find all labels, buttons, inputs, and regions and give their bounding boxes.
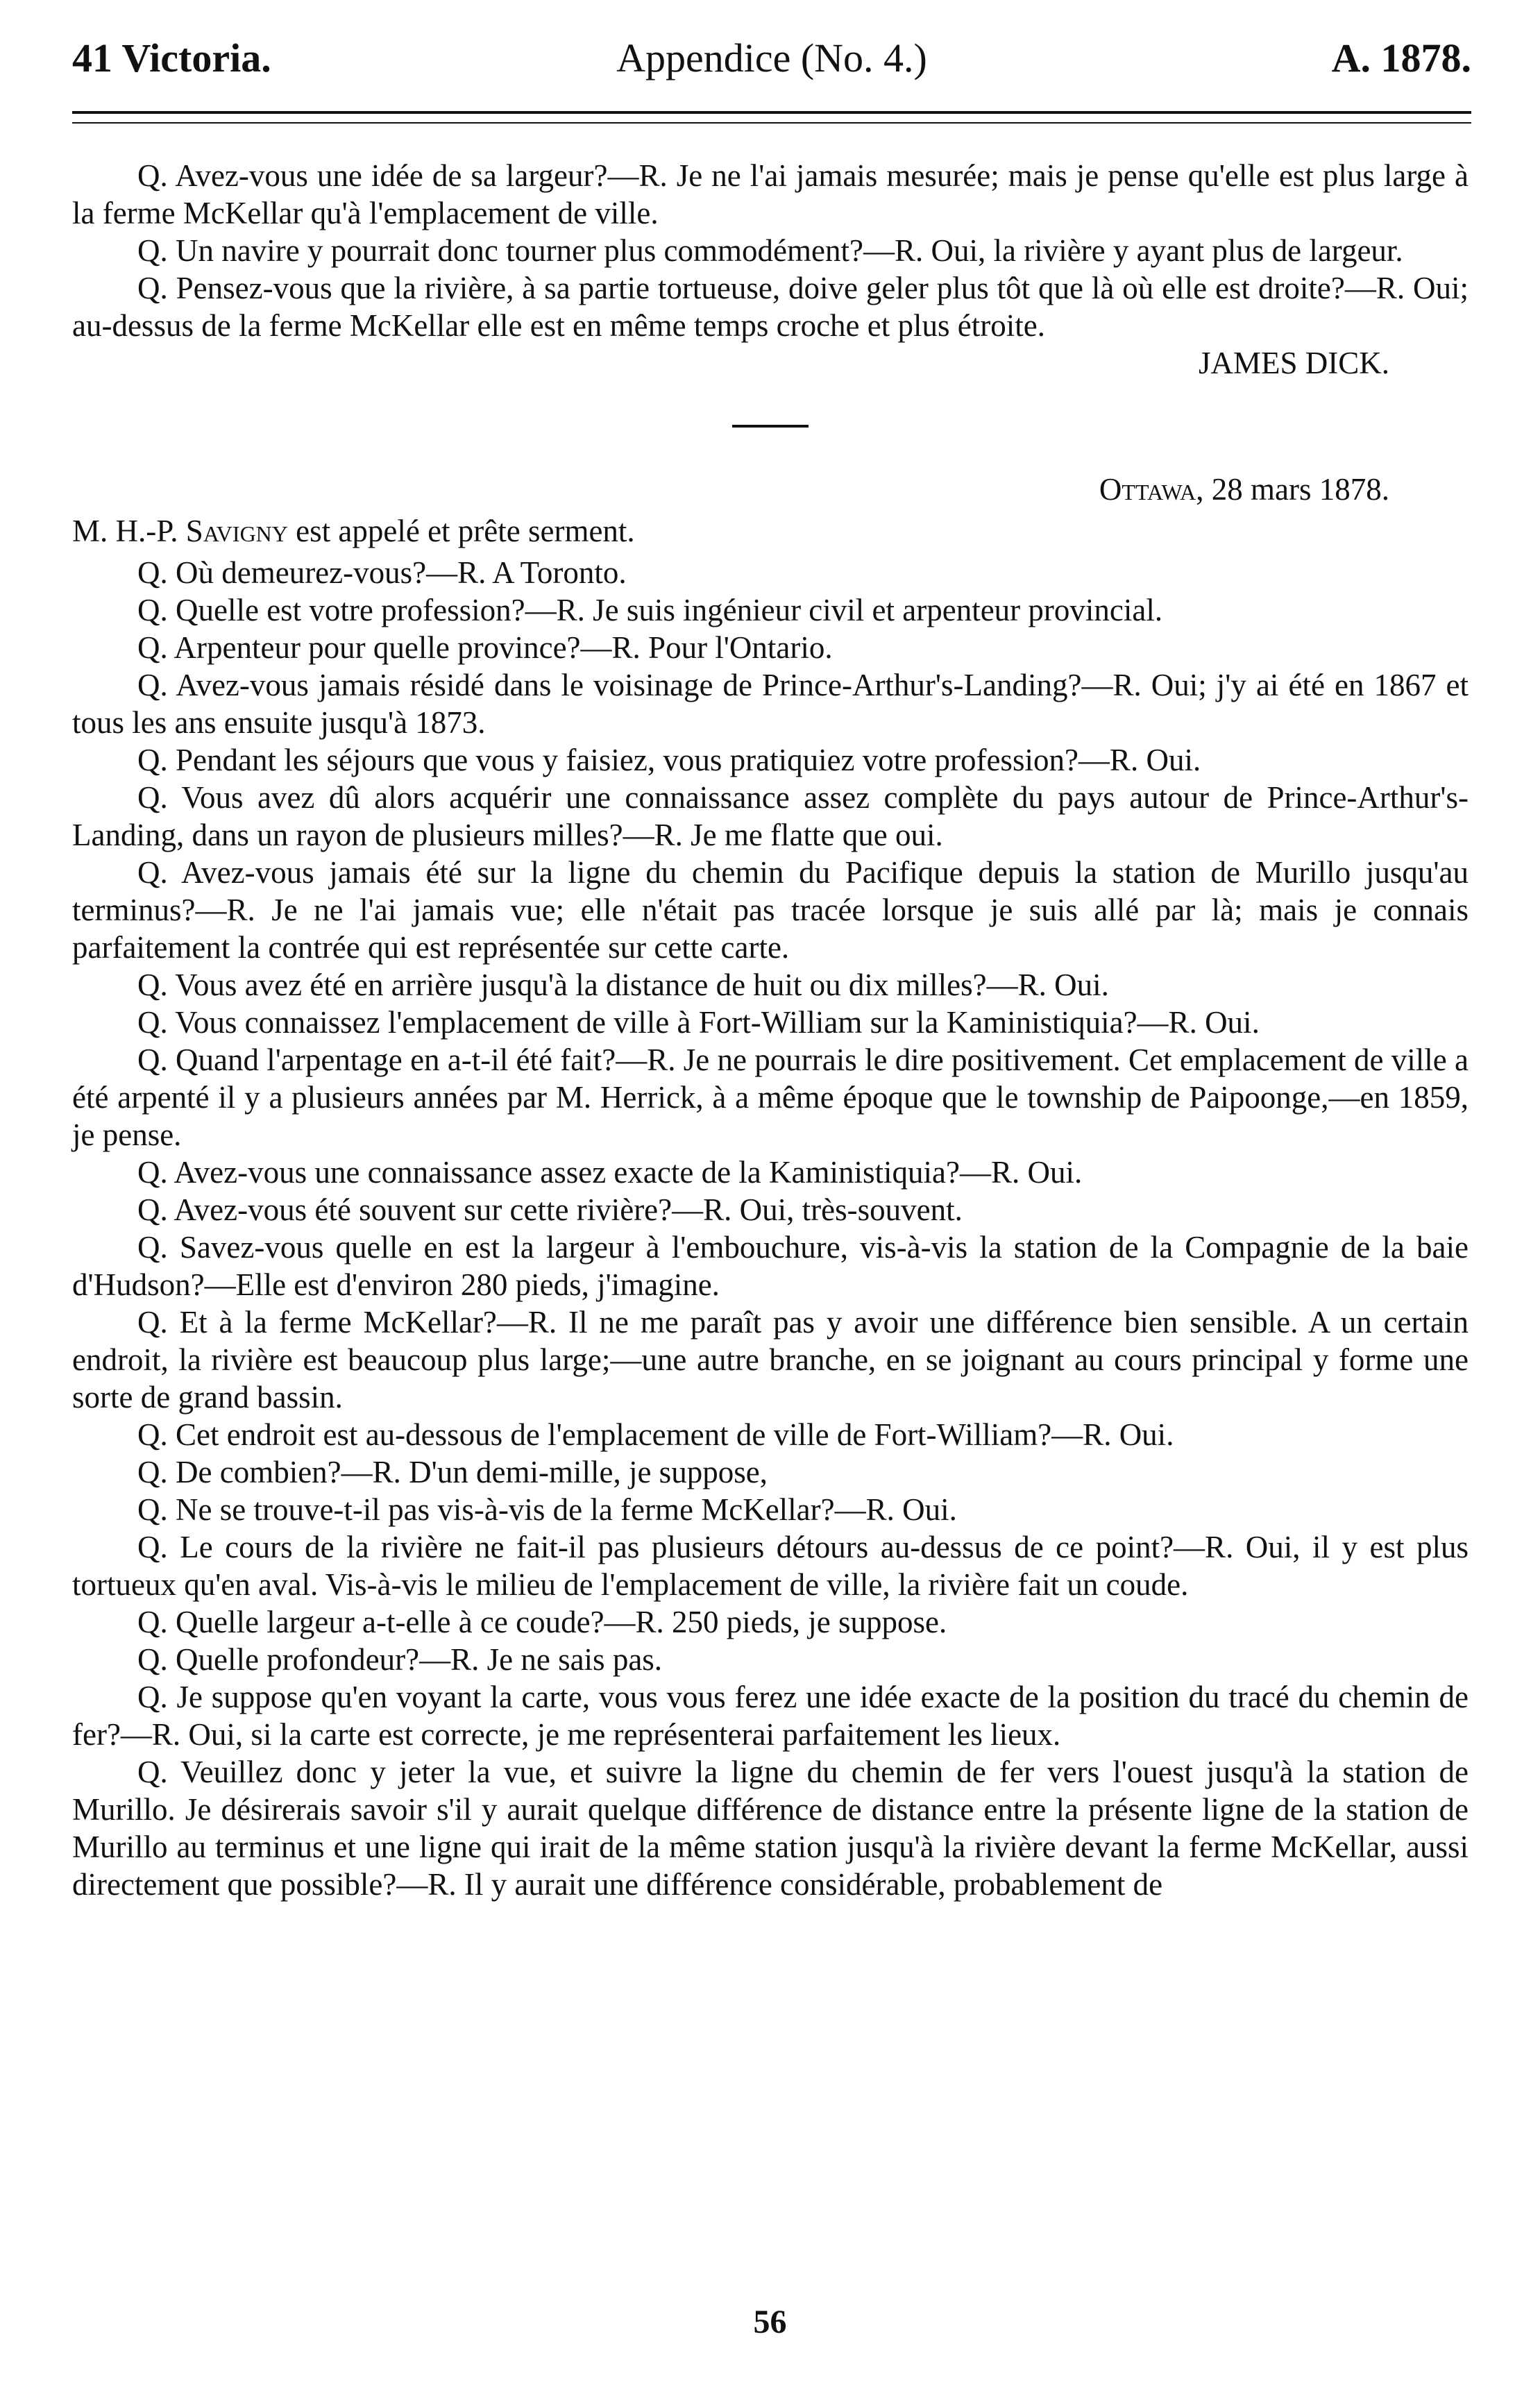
witness-sworn-text: est appelé et prête serment. (296, 514, 635, 548)
paragraph: Q. Arpenteur pour quelle province?—R. Pour l'Ontario. (137, 630, 833, 665)
paragraph: Q. Vous connaissez l'emplacement de ville à Fort-William sur la Kaministiquia?—R. Oui. (137, 1005, 1260, 1040)
paragraph: Q. Avez-vous jamais été sur la ligne du chemin du Pacifique depuis la station de Murillo jusqu'au terminus?—R. Je ne l'ai jamais vue; elle n'était pas tracée lorsque je suis allé par là; mais je connais parfaitement la contrée qui est représentée sur cette carte. (72, 855, 1469, 965)
dateline-place: Ottawa, (1099, 472, 1204, 507)
page-number: 56 (753, 2304, 787, 2340)
paragraph: Q. Vous avez dû alors acquérir une connaissance assez complète du pays autour de Prince-Arthur's-Landing, dans un rayon de plusieurs milles?—R. Je me flatte que oui. (72, 780, 1469, 852)
paragraph: Q. Et à la ferme McKellar?—R. Il ne me paraît pas y avoir une différence bien sensible. A un certain endroit, la rivière est beaucoup plus large;—une autre branche, en se joignant au cours principal y forme une sorte de grand bassin. (72, 1305, 1469, 1415)
paragraph: Q. Quelle est votre profession?—R. Je suis ingénieur civil et arpenteur provincial. (137, 593, 1163, 627)
page-header (72, 31, 1471, 86)
paragraph: Q. Quelle largeur a-t-elle à ce coude?—R. 250 pieds, je suppose. (137, 1605, 947, 1639)
paragraph: Q. Je suppose qu'en voyant la carte, vous vous ferez une idée exacte de la position du tracé du chemin de fer?—R. Oui, si la carte est correcte, je me représenterai parfaitement les lieux. (72, 1680, 1469, 1752)
witness-signature: JAMES DICK. (1198, 346, 1389, 380)
paragraph: Q. Ne se trouve-t-il pas vis-à-vis de la ferme McKellar?—R. Oui. (137, 1492, 957, 1527)
paragraph: Q. Cet endroit est au-dessous de l'emplacement de ville de Fort-William?—R. Oui. (137, 1417, 1174, 1452)
paragraph: Q. Quand l'arpentage en a-t-il été fait?—R. Je ne pourrais le dire positivement. Cet emplacement de ville a été arpenté il y a plusieurs années par M. Herrick, à a même époque que le township de Paipoonge,—en 1859, je pense. (72, 1042, 1469, 1152)
paragraph: Q. Avez-vous une connaissance assez exacte de la Kaministiquia?—R. Oui. (137, 1155, 1083, 1190)
testimony-body (72, 157, 1469, 1903)
paragraph: Q. Quelle profondeur?—R. Je ne sais pas. (137, 1642, 663, 1677)
paragraph: Q. Vous avez été en arrière jusqu'à la distance de huit ou dix milles?—R. Oui. (137, 968, 1109, 1002)
paragraph: Q. Avez-vous jamais résidé dans le voisinage de Prince-Arthur's-Landing?—R. Oui; j'y ai été en 1867 et tous les ans ensuite jusqu'à 1873. (72, 668, 1469, 740)
section-separator (732, 425, 809, 428)
header-appendix: Appendice (No. 4.) (616, 35, 927, 81)
paragraph: Q. Pensez-vous que la rivière, à sa partie tortueuse, doive geler plus tôt que là où elle est droite?—R. Oui; au-dessus de la ferme McKellar elle est en même temps croche et plus étroite. (72, 271, 1469, 343)
dateline (72, 471, 1469, 508)
header-year: A. 1878. (1331, 35, 1471, 81)
header-rule-thick (72, 111, 1471, 114)
header-rule-thin (72, 122, 1471, 124)
witness-sworn-line (72, 512, 1469, 550)
dateline-date: 28 mars 1878. (1211, 472, 1389, 507)
paragraph: Q. Un navire y pourrait donc tourner plus commodément?—R. Oui, la rivière y ayant plus de largeur. (137, 233, 1403, 268)
paragraph: Q. Pendant les séjours que vous y faisiez, vous pratiquiez votre profession?—R. Oui. (137, 743, 1201, 777)
paragraph: Q. Veuillez donc y jeter la vue, et suivre la ligne du chemin de fer vers l'ouest jusqu'à la station de Murillo. Je désirerais savoir s'il y aurait quelque différence de distance entre la présente ligne de la station de Murillo au terminus et une ligne qui irait de la même station jusqu'à la rivière devant la ferme McKellar, aussi directement que possible?—R. Il y aurait une différence considérable, probablement de (72, 1755, 1469, 1902)
witness-prefix: M. H.-P. (72, 514, 178, 548)
paragraph: Q. Où demeurez-vous?—R. A Toronto. (137, 555, 627, 590)
witness-name: Savigny (185, 514, 288, 548)
header-session: 41 Victoria. (72, 35, 271, 81)
paragraph: Q. Avez-vous été souvent sur cette rivière?—R. Oui, très-souvent. (137, 1192, 963, 1227)
paragraph: Q. Savez-vous quelle en est la largeur à l'embouchure, vis-à-vis la station de la Compagnie de la baie d'Hudson?—Elle est d'environ 280 pieds, j'imagine. (72, 1230, 1469, 1302)
paragraph: Q. De combien?—R. D'un demi-mille, je suppose, (137, 1455, 768, 1489)
paragraph: Q. Avez-vous une idée de sa largeur?—R. Je ne l'ai jamais mesurée; mais je pense qu'elle est plus large à la ferme McKellar qu'à l'emplacement de ville. (72, 158, 1469, 230)
paragraph: Q. Le cours de la rivière ne fait-il pas plusieurs détours au-dessus de ce point?—R. Oui, il y est plus tortueux qu'en aval. Vis-à-vis le milieu de l'emplacement de ville, la rivière fait un coude. (72, 1530, 1469, 1602)
